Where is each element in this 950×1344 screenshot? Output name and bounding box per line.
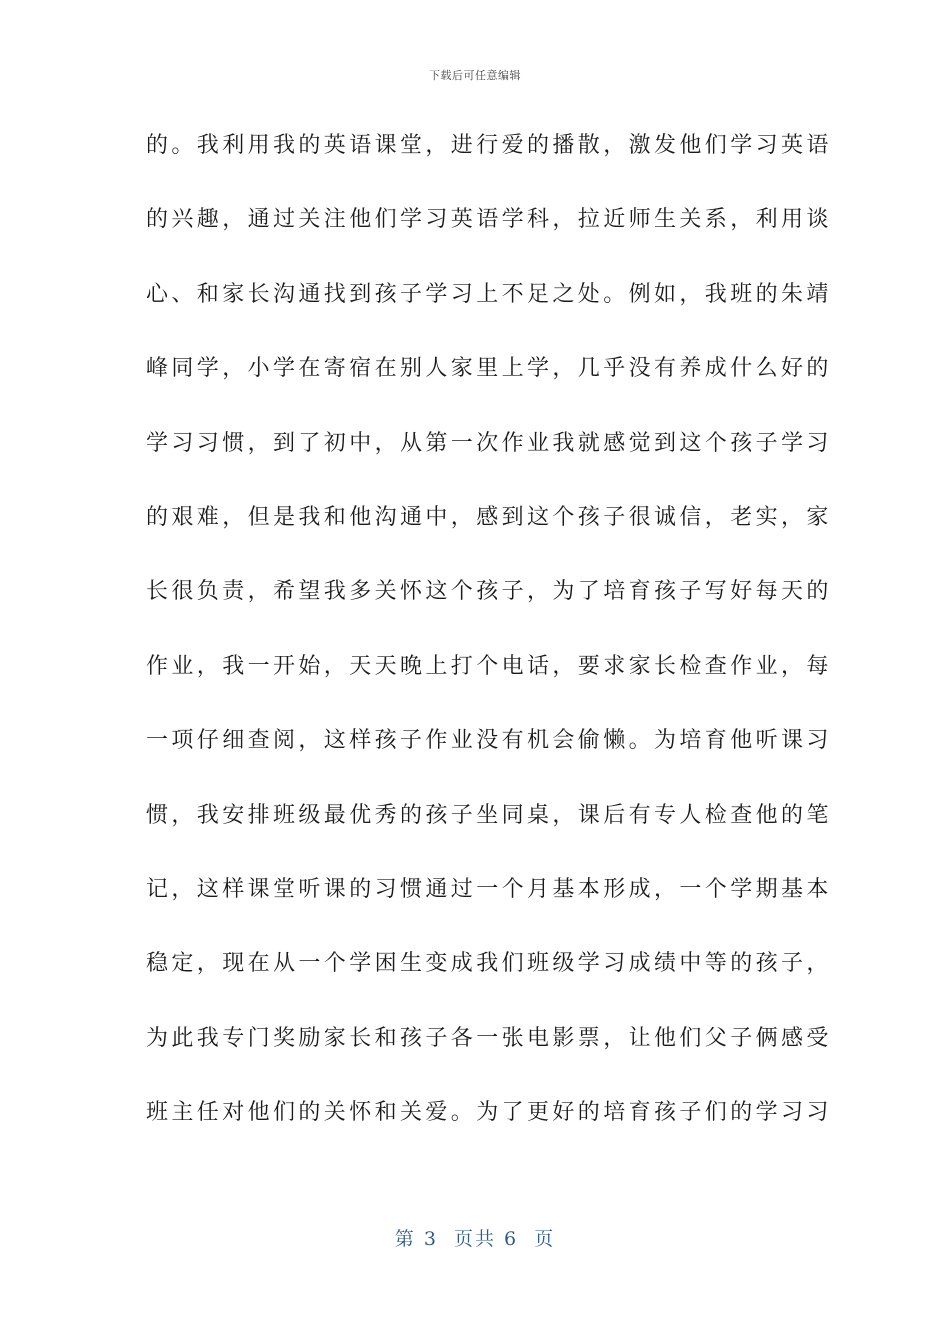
- download-note: 下载后可任意编辑: [429, 69, 521, 82]
- text-line: 记，这样课堂听课的习惯通过一个月基本形成，一个学期基本: [146, 876, 832, 902]
- text-line: 心、和家长沟通找到孩子学习上不足之处。例如，我班的朱靖: [146, 281, 832, 307]
- text-line: 峰同学，小学在寄宿在别人家里上学，几乎没有养成什么好的: [146, 356, 832, 382]
- text-line: 的艰难，但是我和他沟通中，感到这个孩子很诚信，老实，家: [146, 504, 832, 530]
- page-number-label: 第 3 页共 6 页: [394, 1228, 556, 1250]
- text-line: 的兴趣，通过关注他们学习英语学科，拉近师生关系，利用谈: [146, 207, 832, 233]
- text-line: 班主任对他们的关怀和关爱。为了更好的培育孩子们的学习习: [146, 1100, 832, 1126]
- text-line: 一项仔细查阅，这样孩子作业没有机会偷懒。为培育他听课习: [146, 728, 832, 754]
- text-line: 稳定，现在从一个学困生变成我们班级学习成绩中等的孩子，: [146, 951, 832, 977]
- text-line: 作业，我一开始，天天晚上打个电话，要求家长检查作业，每: [146, 653, 832, 679]
- text-line: 的。我利用我的英语课堂，进行爱的播散，激发他们学习英语: [146, 133, 832, 158]
- document-body: [146, 126, 832, 1167]
- text-line: 长很负责，希望我多关怀这个孩子，为了培育孩子写好每天的: [146, 579, 832, 605]
- page-number: [0, 1224, 950, 1251]
- text-line: 学习习惯，到了初中，从第一次作业我就感觉到这个孩子学习: [146, 430, 832, 456]
- text-line: 为此我专门奖励家长和孩子各一张电影票，让他们父子俩感受: [146, 1025, 832, 1051]
- text-line: 惯，我安排班级最优秀的孩子坐同桌，课后有专人检查他的笔: [146, 802, 832, 828]
